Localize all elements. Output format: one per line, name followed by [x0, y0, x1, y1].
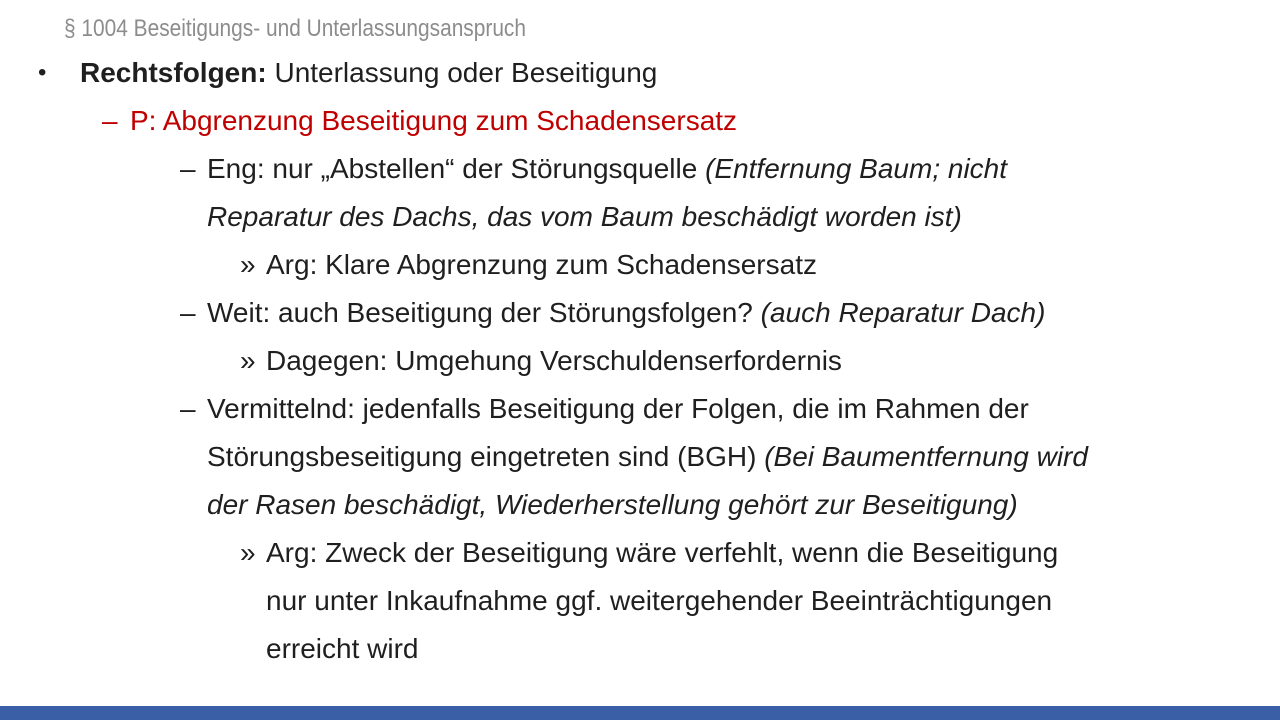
bullet-text: [207, 289, 1280, 337]
text-line: [207, 145, 1280, 193]
text-line: [207, 481, 1280, 529]
dash-marker: –: [102, 105, 118, 136]
dash-marker: –: [180, 393, 196, 424]
dash-marker: –: [180, 153, 196, 184]
text-line: [207, 385, 1280, 433]
bullet-item-weit: [180, 289, 1280, 337]
chevron-marker: »: [240, 537, 256, 568]
text-line: [130, 97, 1280, 145]
text-line: [266, 529, 1280, 577]
slide-content: [0, 49, 1280, 673]
text-run: Weit: auch Beseitigung der Störungsfolgen?: [207, 297, 761, 328]
text-line: [80, 49, 1280, 97]
footer-accent-bar: [0, 706, 1280, 720]
chevron-marker: »: [240, 345, 256, 376]
text-run: Eng: nur „Abstellen“ der Störungsquelle: [207, 153, 706, 184]
text-line: [266, 241, 1280, 289]
text-line: [207, 193, 1280, 241]
text-run: Arg: Zweck der Beseitigung wäre verfehlt, wenn die Beseitigung: [266, 537, 1059, 568]
text-run: nur unter Inkaufnahme ggf. weitergehender Beeinträchtigungen: [266, 585, 1053, 616]
text-run: P: Abgrenzung Beseitigung zum Schadensersatz: [130, 105, 738, 136]
bullet-text: [80, 49, 1280, 97]
bullet-text: [130, 97, 1280, 145]
text-run: Arg: Klare Abgrenzung zum Schadensersatz: [266, 249, 817, 280]
text-run-bold: Rechtsfolgen:: [80, 57, 267, 88]
text-run: Unterlassung oder Beseitigung: [266, 57, 658, 88]
bullet-text: [207, 145, 1280, 241]
text-line: [266, 577, 1280, 625]
bullet-text: [207, 385, 1280, 529]
bullet-text: [266, 241, 1280, 289]
bullet-text: [266, 529, 1280, 673]
text-run: Störungsbeseitigung eingetreten sind (BGH): [207, 441, 765, 472]
text-line: [266, 625, 1280, 673]
bullet-marker: •: [38, 59, 47, 86]
bullet-item-dagegen: [240, 337, 1280, 385]
bullet-item-arg-zweck: [240, 529, 1280, 673]
text-run: Dagegen: Umgehung Verschuldenserfordernis: [266, 345, 842, 376]
text-run-italic: der Rasen beschädigt, Wiederherstellung gehört zur Beseitigung): [207, 489, 1018, 520]
dash-marker: –: [180, 297, 196, 328]
slide-title: § 1004 Beseitigungs- und Unterlassungsanspruch: [64, 15, 526, 42]
text-run-italic: Reparatur des Dachs, das vom Baum beschädigt worden ist): [207, 201, 962, 232]
bullet-item-problem: [102, 97, 1280, 145]
bullet-item-arg-klare: [240, 241, 1280, 289]
text-run-italic: (Bei Baumentfernung wird: [764, 441, 1088, 472]
text-line: [207, 289, 1280, 337]
bullet-item-rechtsfolgen: [38, 49, 1280, 97]
text-run-italic: (Entfernung Baum; nicht: [705, 153, 1008, 184]
bullet-item-eng: [180, 145, 1280, 241]
text-run-italic: (auch Reparatur Dach): [760, 297, 1046, 328]
bullet-item-vermittelnd: [180, 385, 1280, 529]
text-line: [207, 433, 1280, 481]
text-run: Vermittelnd: jedenfalls Beseitigung der Folgen, die im Rahmen der: [207, 393, 1029, 424]
bullet-text: [266, 337, 1280, 385]
text-run: erreicht wird: [266, 633, 419, 664]
text-line: [266, 337, 1280, 385]
chevron-marker: »: [240, 249, 256, 280]
